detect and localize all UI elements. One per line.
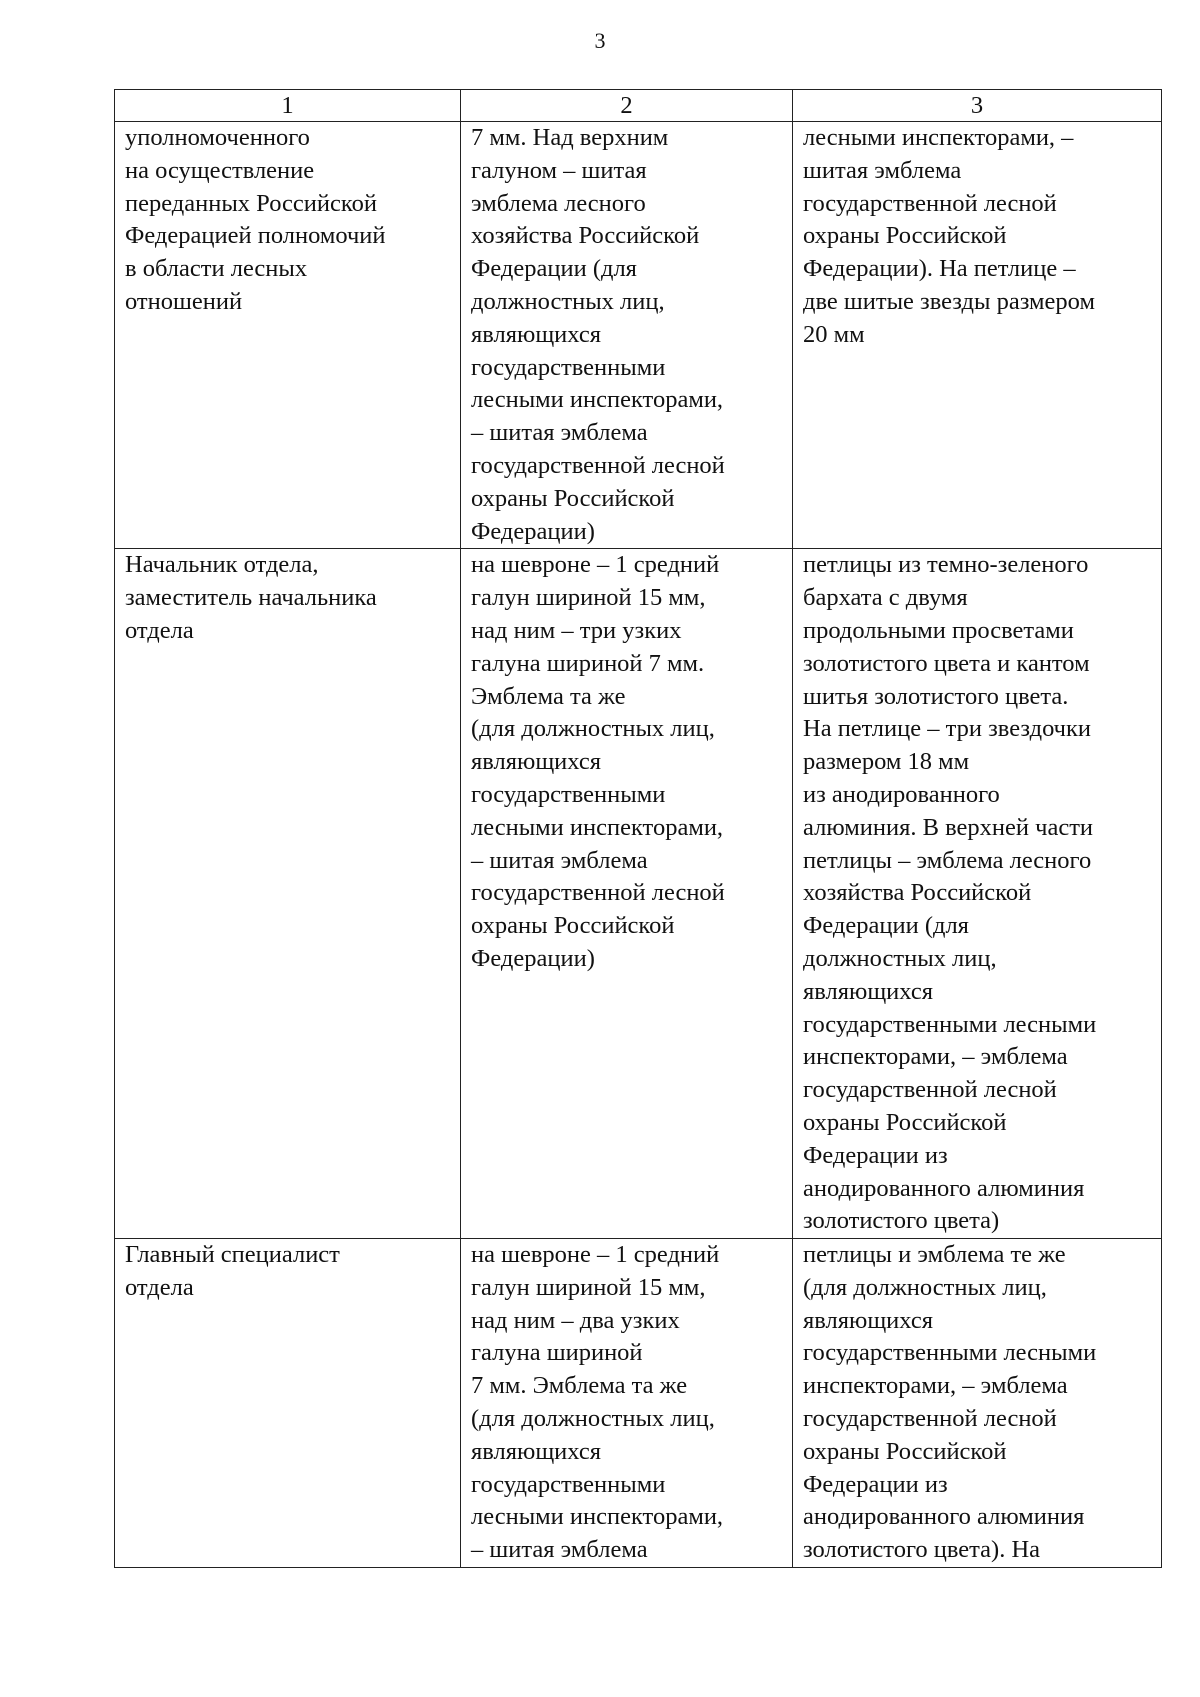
position-cell: уполномоченного на осуществление переданных Российской Федерацией полномочий в области лесных отношений [115, 122, 461, 549]
tabs-cell: лесными инспекторами, – шитая эмблема государственной лесной охраны Российской Федерации). На петлице – две шитые звезды размером 20 мм [793, 122, 1162, 549]
tabs-cell: петлицы и эмблема те же (для должностных лиц, являющихся государственными лесными инспекторами, – эмблема государственной лесной охраны Российской Федерации из анодированного алюминия золотистого цвета). На [793, 1239, 1162, 1568]
insignia-table [114, 89, 1162, 1568]
insignia-cell: на шевроне – 1 средний галун шириной 15 мм, над ним – два узких галуна шириной 7 мм. Эмблема та же (для должностных лиц, являющихся государственными лесными инспекторами, – шитая эмблема [461, 1239, 793, 1568]
column-header-3: 3 [793, 90, 1162, 122]
table-row [115, 122, 1162, 549]
insignia-cell: на шевроне – 1 средний галун шириной 15 мм, над ним – три узких галуна шириной 7 мм. Эмблема та же (для должностных лиц, являющихся государственными лесными инспекторами, – шитая эмблема государственной лесной охраны Российской Федерации) [461, 549, 793, 1239]
page-number: 3 [594, 28, 606, 53]
table-row [115, 1239, 1162, 1568]
position-cell: Начальник отдела, заместитель начальника отдела [115, 549, 461, 1239]
tabs-cell: петлицы из темно-зеленого бархата с двумя продольными просветами золотистого цвета и кантом шитья золотистого цвета. На петлице – три звездочки размером 18 мм из анодированного алюминия. В верхней части петлицы – эмблема лесного хозяйства Российской Федерации (для должностных лиц, являющихся государственными лесными инспекторами, – эмблема государственной лесной охраны Российской Федерации из анодированного алюминия золотистого цвета) [793, 549, 1162, 1239]
table-row [115, 549, 1162, 1239]
insignia-cell: 7 мм. Над верхним галуном – шитая эмблема лесного хозяйства Российской Федерации (для должностных лиц, являющихся государственными лесными инспекторами, – шитая эмблема государственной лесной охраны Российской Федерации) [461, 122, 793, 549]
position-cell: Главный специалист отдела [115, 1239, 461, 1568]
column-header-1: 1 [115, 90, 461, 122]
table-header-row [115, 90, 1162, 122]
column-header-2: 2 [461, 90, 793, 122]
